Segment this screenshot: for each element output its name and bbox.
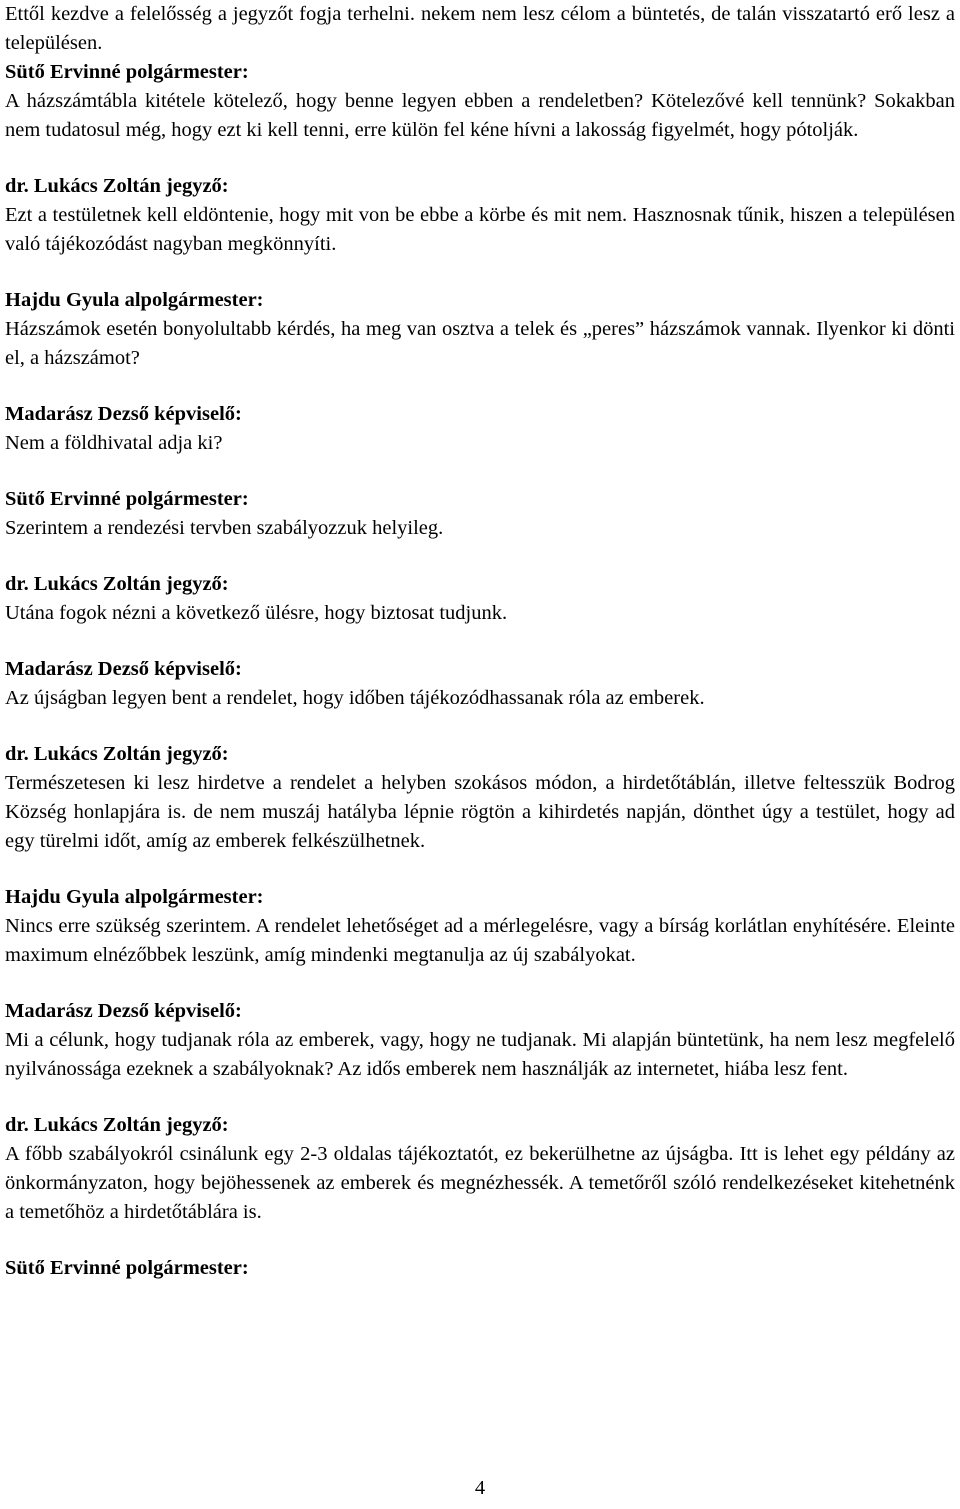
speaker-name: Hajdu Gyula alpolgármester: (5, 289, 264, 311)
speech-text: Utána fogok nézni a következő ülésre, hogy biztosat tudjunk. (5, 602, 508, 624)
speech-text: Természetesen ki lesz hirdetve a rendelet a helyben szokásos módon, a hirdetőtáblán, illetve feltesszük Bodrog Község honlapjára is. de nem muszáj hatályba lépnie rögtön a kihirdetés napján, dönthet úgy a testület, hogy ad egy türelmi időt, amíg az emberek felkészülhetnek. (5, 772, 955, 852)
speech-text: Házszámok esetén bonyolultabb kérdés, ha meg van osztva a telek és „peres” házszámok vannak. Ilyenkor ki dönti el, a házszámot? (5, 318, 955, 369)
speech-text: Mi a célunk, hogy tudjanak róla az emberek, vagy, hogy ne tudjanak. Mi alapján büntetünk, ha nem lesz megfelelő nyilvánossága ezeknek a szabályoknak? Az idős emberek nem használják az internetet, hiába lesz fent. (5, 1029, 955, 1080)
speech-entry (5, 400, 955, 458)
speech-text: Szerintem a rendezési tervben szabályozzuk helyileg. (5, 517, 444, 539)
speaker-name: Sütő Ervinné polgármester: (5, 488, 249, 510)
speaker-name: Madarász Dezső képviselő: (5, 658, 242, 680)
speaker-name: dr. Lukács Zoltán jegyző: (5, 175, 229, 197)
speech-text: Nem a földhivatal adja ki? (5, 432, 223, 454)
document-page (5, 0, 955, 1310)
page-number: 4 (474, 1477, 486, 1499)
speech-entry (5, 172, 955, 259)
lead-paragraph: Ettől kezdve a felelősség a jegyzőt fogja terhelni. nekem nem lesz célom a büntetés, de talán visszatartó erő lesz a településen. (5, 3, 955, 54)
speech-entry (5, 883, 955, 970)
speech-entry (5, 655, 955, 713)
speech-entry (5, 1254, 955, 1283)
speaker-name: dr. Lukács Zoltán jegyző: (5, 1114, 229, 1136)
speaker-name: Sütő Ervinné polgármester: (5, 1257, 249, 1279)
speaker-name: Sütő Ervinné polgármester: (5, 61, 249, 83)
speaker-name: Madarász Dezső képviselő: (5, 403, 242, 425)
speaker-name: Madarász Dezső képviselő: (5, 1000, 242, 1022)
speaker-name: Hajdu Gyula alpolgármester: (5, 886, 264, 908)
speech-entry (5, 1111, 955, 1227)
speech-entry (5, 570, 955, 628)
speech-entry (5, 286, 955, 373)
speaker-name: dr. Lukács Zoltán jegyző: (5, 573, 229, 595)
speaker-name: dr. Lukács Zoltán jegyző: (5, 743, 229, 765)
speech-entry (5, 740, 955, 856)
speech-entry (5, 997, 955, 1084)
speech-text: Nincs erre szükség szerintem. A rendelet lehetőséget ad a mérlegelésre, vagy a bírság korlátlan enyhítésére. Eleinte maximum elnézőbbek leszünk, amíg mindenki megtanulja az új szabályokat. (5, 915, 955, 966)
speech-entry (5, 58, 955, 145)
speech-text: A házszámtábla kitétele kötelező, hogy benne legyen ebben a rendeletben? Kötelezővé kell tennünk? Sokakban nem tudatosul még, hogy ezt ki kell tenni, erre külön fel kéne hívni a lakosság figyelmét, hogy pótolják. (5, 90, 955, 141)
speech-text: Az újságban legyen bent a rendelet, hogy időben tájékozódhassanak róla az emberek. (5, 687, 705, 709)
speech-text: A főbb szabályokról csinálunk egy 2-3 oldalas tájékoztatót, ez bekerülhetne az újságba. Itt is lehet egy példány az önkormányzaton, hogy bejöhessenek az emberek és megnézhessék. A temetőről szóló rendelkezéseket kitehetnénk a temetőhöz a hirdetőtáblára is. (5, 1143, 955, 1223)
speech-text: Ezt a testületnek kell eldöntenie, hogy mit von be ebbe a körbe és mit nem. Hasznosnak tűnik, hiszen a településen való tájékozódást nagyban megkönnyíti. (5, 204, 955, 255)
speech-entry (5, 485, 955, 543)
